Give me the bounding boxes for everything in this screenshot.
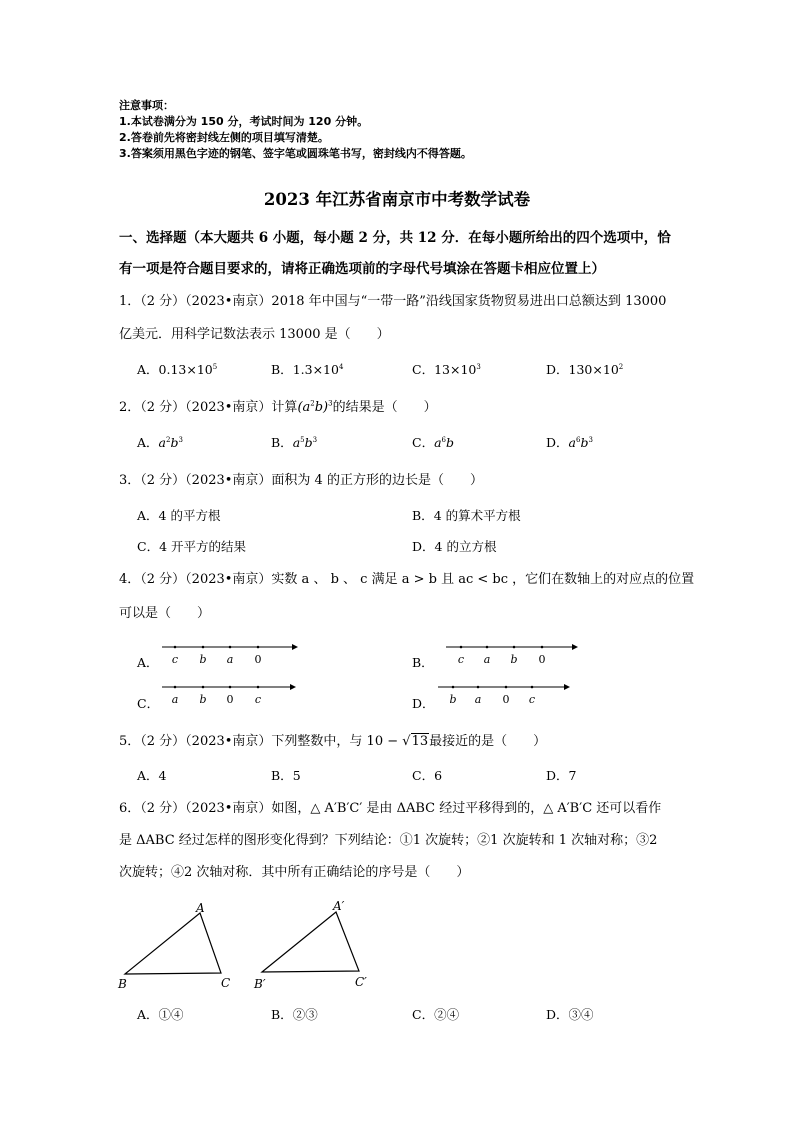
q4-stem-line1: 4．（2 分）（2023•南京）实数 a 、 b 、 c 满足 a > b 且 ac < bc ，它们在数轴上的对应点的位置 [119,572,695,587]
section-header-line2: 有一项是符合题目要求的，请将正确选项前的字母代号填涂在答题卡相应位置上） [119,261,605,277]
q3-option-d: D．4 的立方根 [412,539,497,554]
q6-stem-line3: 次旋转；④2 次轴对称．其中所有正确结论的序号是（ ） [119,865,470,880]
q4c-point-1: a [171,693,179,706]
q2-option-c: C．$a^6b$ [412,435,455,450]
q5-stem: 5．（2 分）（2023•南京）下列整数中，与 10 − √13最接近的是（ ） [119,734,547,749]
label-b-prime: B′ [254,977,266,991]
q4a-point-3: a [226,653,234,666]
q4a-point-2: b [199,653,207,666]
q1-option-a: A．$0.13\times 10^5$ [137,362,218,377]
label-a: A [196,901,205,915]
q4-option-d-number-line [436,679,576,709]
q4-stem-line2: 可以是（ ） [119,606,211,621]
q4c-point-4: c [254,693,262,706]
q6-triangles-figure [114,896,384,996]
q6-option-d: D．③④ [546,1007,594,1022]
q6-stem-line1: 6．（2 分）（2023•南京）如图，△ A′B′C′ 是由 ΔABC 经过平移得到的，△ A′B′C 还可以看作 [119,801,662,816]
q1-option-d: D．$130\times 10^2$ [546,362,624,377]
q6-stem-line2: 是 ΔABC 经过怎样的图形变化得到？下列结论：①1 次旋转；②1 次旋转和 1 次轴对称；③2 [119,833,658,848]
q2-stem: 2．（2 分）（2023•南京）计算$(a^2b)^3$的结果是（ ） [119,399,437,415]
q6-option-c: C．②④ [412,1007,460,1022]
q4a-point-1: c [171,653,179,666]
q3-option-c: C．4 开平方的结果 [137,539,247,554]
q4b-point-1: c [457,653,465,666]
q4-option-c-label: C． [137,696,160,711]
q4-option-d-label: D． [412,696,435,711]
label-c: C [221,976,231,990]
q5-option-c: C．6 [412,768,443,783]
q3-option-a: A．4 的平方根 [137,508,221,523]
q4d-point-1: b [449,693,457,706]
triangle-abc [125,913,221,974]
q4b-point-3: b [510,653,518,666]
q6-option-a: A．①④ [137,1007,184,1022]
notice-item-2: 2.答卷前先将密封线左侧的项目填写清楚。 [119,131,329,144]
page-title: 2023 年江苏省南京市中考数学试卷 [263,190,531,209]
q3-option-b: B．4 的算术平方根 [412,508,521,523]
q1-stem-line1: 1．（2 分）（2023•南京）2018 年中国与“一带一路”沿线国家货物贸易进出口总额达到 13000 [119,294,667,309]
q4d-point-2: a [474,693,482,706]
q1-stem-line2: 亿美元．用科学记数法表示 13000 是（ ） [119,327,390,342]
q5-option-d: D．7 [546,768,577,783]
q4b-point-2: a [483,653,491,666]
label-c-prime: C′ [355,975,367,989]
q4-option-b-label: B． [412,655,434,670]
q4d-point-3: 0 [502,693,510,706]
q5-option-a: A．4 [137,768,167,783]
notice-item-3: 3.答案须用黑色字迹的钢笔、签字笔或圆珠笔书写，密封线内不得答题。 [119,147,472,160]
q4-option-a-label: A． [137,655,159,670]
section-header-line1: 一、选择题（本大题共 6 小题，每小题 2 分，共 12 分．在每小题所给出的四个选项中，恰 [119,230,671,246]
q3-stem: 3．（2 分）（2023•南京）面积为 4 的正方形的边长是（ ） [119,473,483,488]
q4c-point-3: 0 [226,693,234,706]
q6-option-b: B．②③ [271,1007,318,1022]
q2-option-b: B．$a^5b^3$ [271,435,318,450]
q1-option-b: B．$1.3\times 10^4$ [271,362,344,377]
q4-option-a-number-line [160,638,300,668]
label-b: B [118,977,127,991]
notice-heading: 注意事项： [119,99,174,112]
q4c-point-2: b [199,693,207,706]
q4-option-c-number-line [160,679,300,709]
label-a-prime: A′ [333,899,345,913]
triangle-a-prime-b-prime-c-prime [262,912,359,972]
notice-item-1: 1.本试卷满分为 150 分，考试时间为 120 分钟。 [119,115,369,128]
q4d-point-4: c [528,693,536,706]
q4b-point-4: 0 [538,653,546,666]
q1-option-c: C．$13\times 10^3$ [412,362,481,377]
q4a-point-4: 0 [254,653,262,666]
q5-option-b: B．5 [271,768,301,783]
q2-option-a: A．$a^2b^3$ [137,435,183,450]
q4-option-b-number-line [444,638,584,668]
q2-option-d: D．$a^6b^3$ [546,435,593,450]
